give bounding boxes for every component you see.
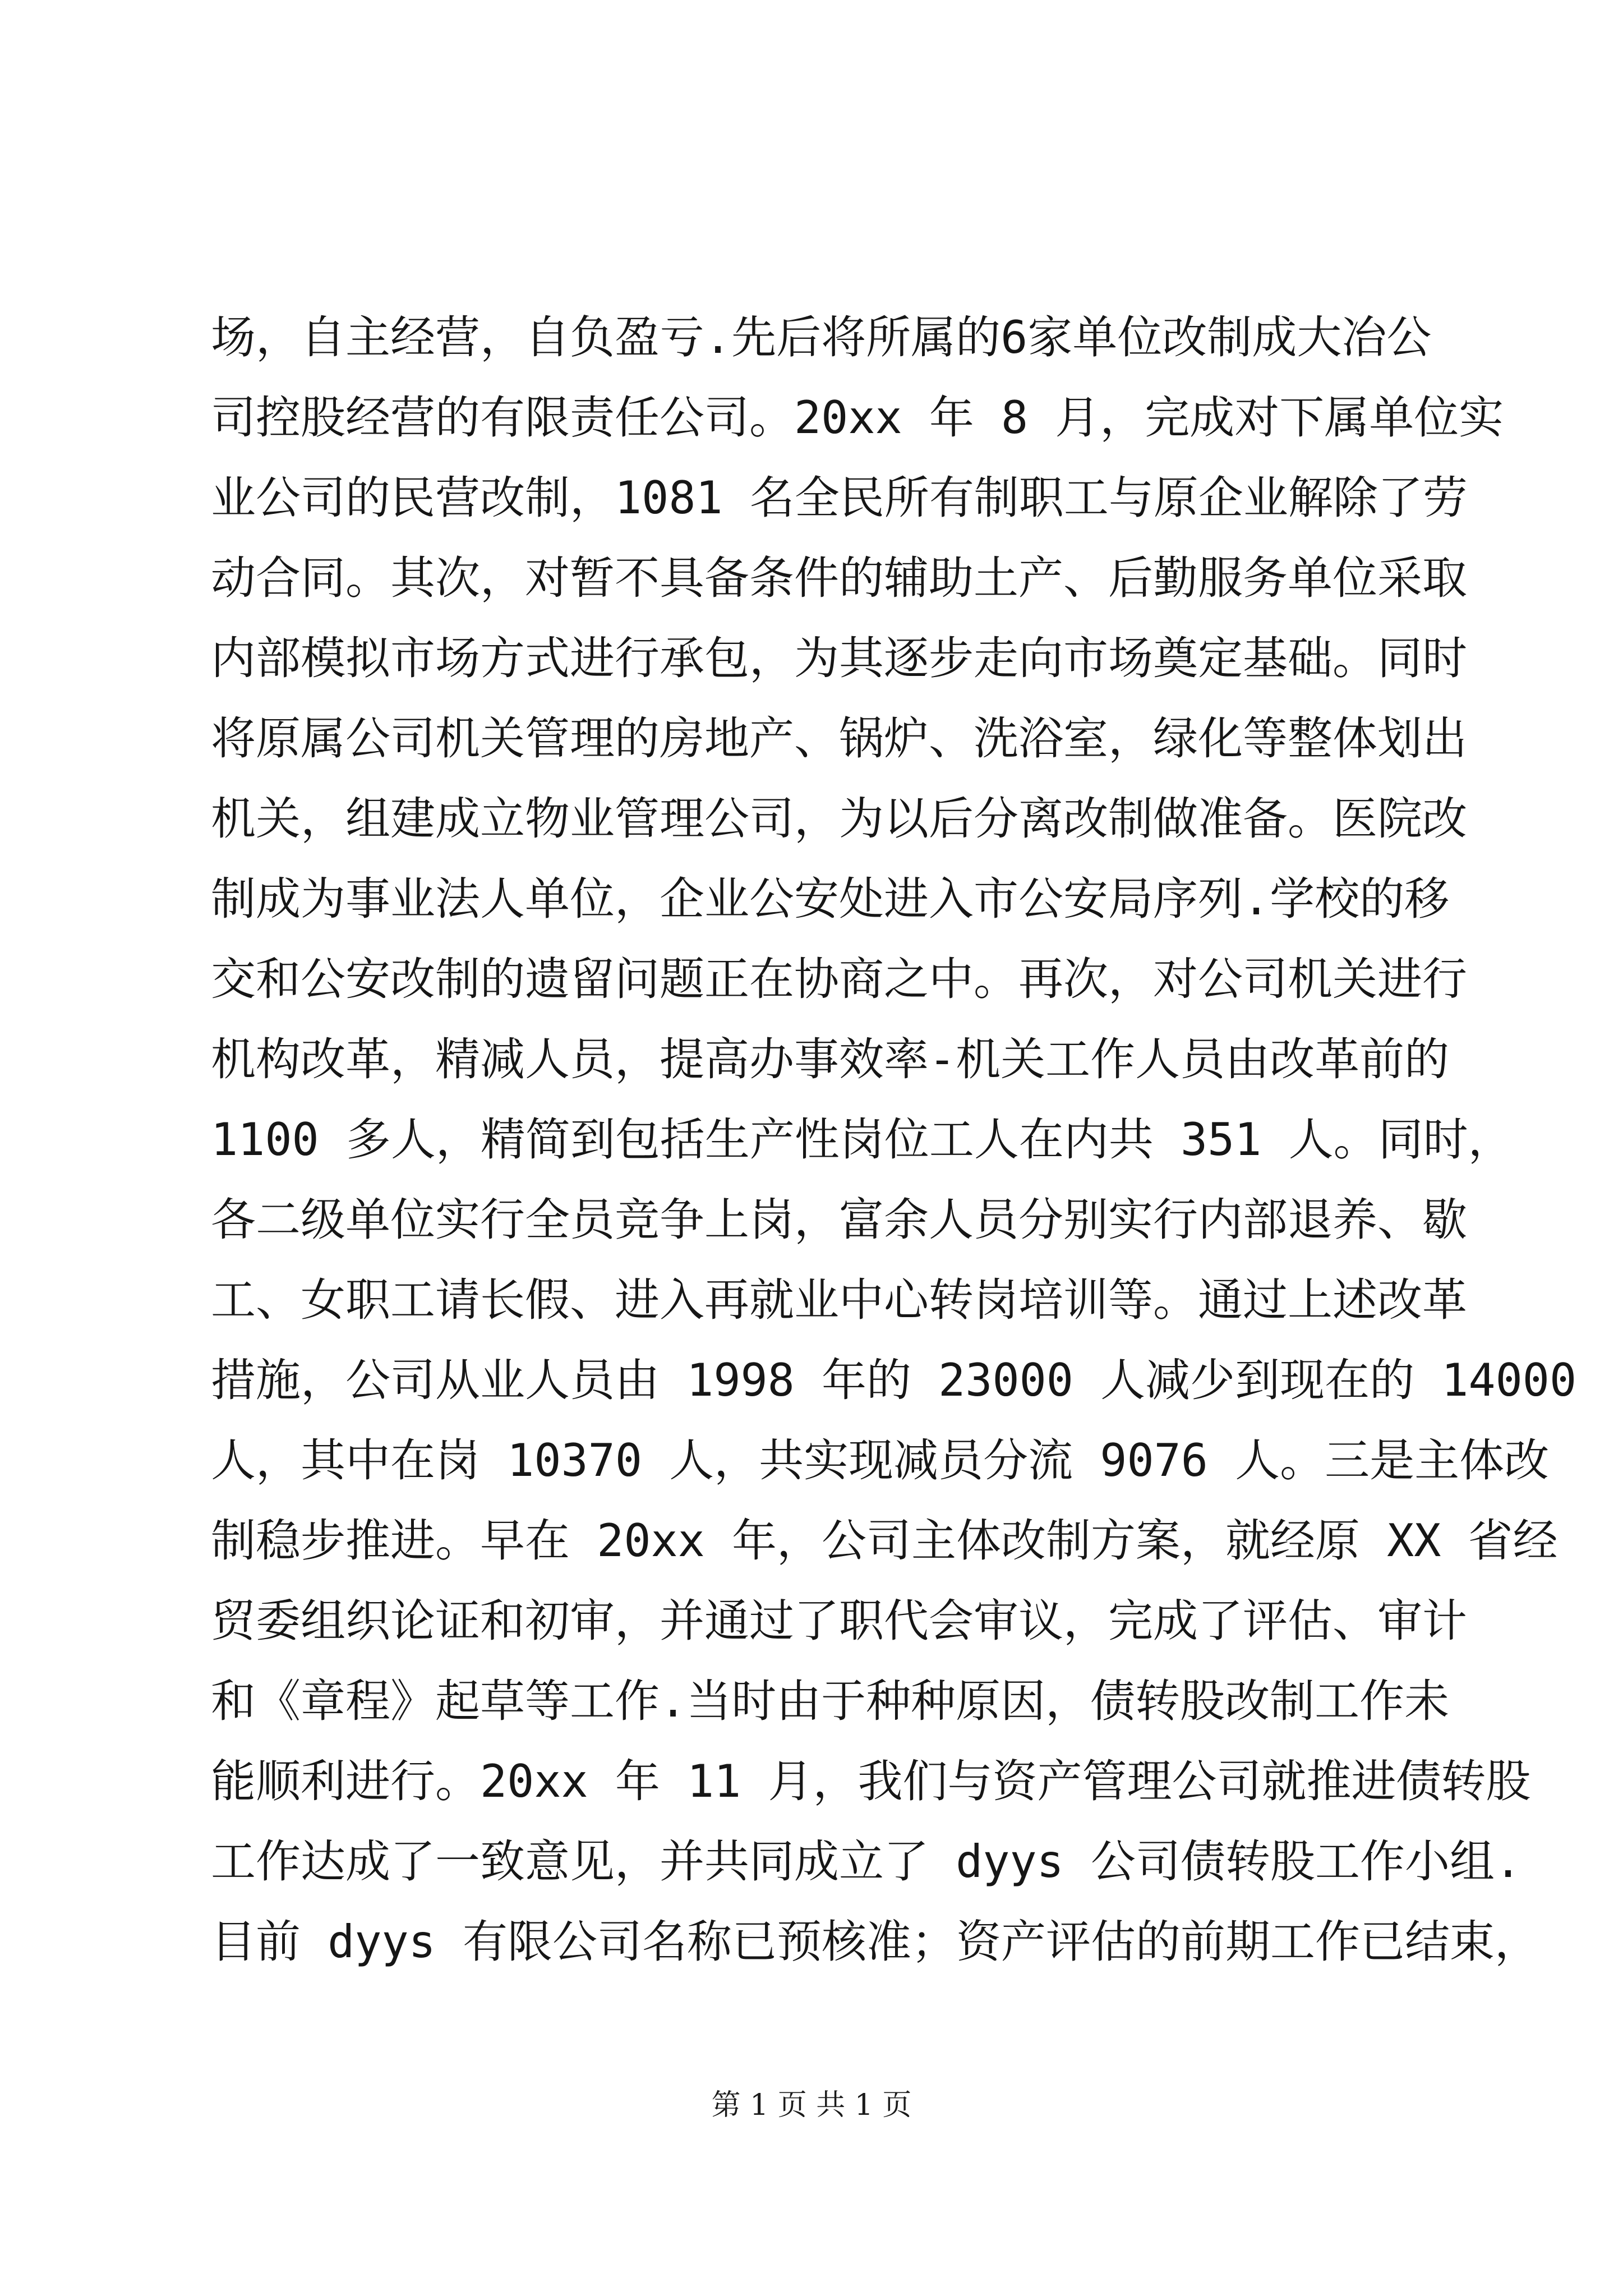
text-line: 工作达成了一致意见，并共同成立了 dyys 公司债转股工作小组.: [211, 1835, 1522, 1888]
text-line: 机构改革，精减人员，提高办事效率-机关工作人员由改革前的: [211, 1033, 1450, 1085]
text-line: 司控股经营的有限责任公司。20xx 年 8 月，完成对下属单位实: [211, 392, 1504, 444]
text-line: 各二级单位实行全员竞争上岗，富余人员分别实行内部退养、歇: [211, 1194, 1467, 1246]
page-number-label: 第 1 页 共 1 页: [711, 2088, 912, 2122]
text-line: 人，其中在岗 10370 人，共实现减员分流 9076 人。三是主体改: [211, 1434, 1550, 1487]
text-line: 目前 dyys 有限公司名称已预核准；资产评估的前期工作已结束，: [211, 1916, 1539, 1968]
text-line: 场，自主经营，自负盈亏.先后将所属的6家单位改制成大冶公: [211, 311, 1432, 364]
text-line: 动合同。其次，对暂不具备条件的辅助土产、后勤服务单位采取: [211, 552, 1467, 604]
text-line: 和《章程》起草等工作.当时由于种种原因，债转股改制工作未: [211, 1675, 1450, 1727]
text-line: 机关，组建成立物业管理公司，为以后分离改制做准备。医院改: [211, 793, 1467, 845]
text-line: 1100 多人，精简到包括生产性岗位工人在内共 351 人。同时，: [211, 1114, 1513, 1166]
text-line: 内部模拟市场方式进行承包，为其逐步走向市场奠定基础。同时: [211, 632, 1467, 684]
text-line: 业公司的民营改制，1081 名全民所有制职工与原企业解除了劳: [211, 472, 1468, 524]
body-text: [211, 297, 1577, 1982]
text-line: 制成为事业法人单位，企业公安处进入市公安局序列.学校的移: [211, 873, 1450, 925]
text-line: 将原属公司机关管理的房地产、锅炉、洗浴室，绿化等整体划出: [211, 712, 1467, 765]
text-line: 能顺利进行。20xx 年 11 月，我们与资产管理公司就推进债转股: [211, 1755, 1531, 1807]
text-line: 工、女职工请长假、进入再就业中心转岗培训等。通过上述改革: [211, 1274, 1467, 1326]
text-line: 措施，公司从业人员由 1998 年的 23000 人减少到现在的 14000: [211, 1354, 1577, 1406]
text-line: 贸委组织论证和初审，并通过了职代会审议，完成了评估、审计: [211, 1595, 1467, 1647]
text-line: 交和公安改制的遗留问题正在协商之中。再次，对公司机关进行: [211, 953, 1467, 1005]
page-footer: [0, 2081, 1623, 2123]
text-line: 制稳步推进。早在 20xx 年，公司主体改制方案，就经原 XX 省经: [211, 1515, 1558, 1567]
